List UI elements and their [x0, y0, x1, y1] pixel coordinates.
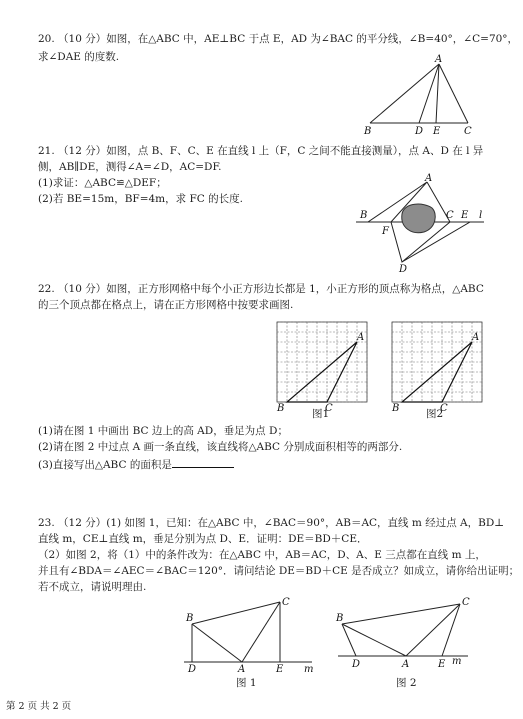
- q20-line1: 20. （10 分）如图，在△ABC 中，AE⊥BC 于点 E，AD 为∠BAC 的平分线，∠B=40°，∠C=70°，: [38, 33, 519, 45]
- q21-figure: [352, 172, 492, 275]
- q23-line1: 23. （12 分）(1) 如图 1，已知：在△ABC 中，∠BAC＝90°，AB＝AC，直线 m 经过点 A，BD⊥: [38, 517, 505, 529]
- q20-line2: 求∠DAE 的度数.: [38, 51, 120, 63]
- q23-fig1-label-m: m: [304, 664, 314, 675]
- q23-fig2-label-D: D: [352, 659, 361, 670]
- q20-label-C: C: [464, 126, 472, 137]
- q22-fig1-label-A: A: [357, 332, 365, 343]
- q21-label-D: D: [399, 264, 408, 275]
- q21-label-B: B: [360, 210, 368, 221]
- q23-line4: 并且有∠BDA＝∠AEC＝∠BAC＝120°．请问结论 DE＝BD＋CE 是否成立？如成立，请你给出证明；: [38, 565, 520, 577]
- q22-grid-figure-2: [390, 320, 486, 420]
- page-footer: 第 2 页 共 2 页: [6, 701, 72, 712]
- q21-label-F: F: [382, 226, 389, 237]
- q23-fig1-label-C: C: [282, 597, 290, 608]
- q23-fig1-label-E: E: [276, 664, 284, 675]
- q22-fig2-label-B: B: [392, 403, 400, 414]
- q23-line5: 若不成立，请说明理由.: [38, 581, 147, 593]
- q21-line1: 21. （12 分）如图，点 B、F、C、E 在直线 l 上（F，C 之间不能直接测量），点 A、D 在 l 异: [38, 145, 484, 157]
- q23-fig1-caption: 图 1: [236, 677, 257, 689]
- q21-label-E: E: [461, 210, 469, 221]
- q23-fig2-label-m: m: [452, 656, 462, 667]
- q20-label-A: A: [435, 54, 443, 65]
- q23-fig2-label-B: B: [336, 613, 344, 624]
- q22-line4: (2)请在图 2 中过点 A 画一条直线，该直线将△ABC 分别成面积相等的两部分.: [38, 441, 403, 453]
- q21-line2: 侧，AB∥DE，测得∠A=∠D，AC=DF.: [38, 161, 222, 173]
- q22-fig2-caption: 图2: [426, 408, 444, 420]
- q23-fig2-label-E: E: [438, 659, 446, 670]
- q22-answer-blank[interactable]: [172, 456, 234, 468]
- q22-fig1-caption: 图1: [312, 408, 330, 420]
- q23-fig2-label-C: C: [462, 597, 470, 608]
- q22-line5-wrap: [38, 456, 234, 472]
- q22-line1: 22. （10 分）如图，正方形网格中每个小正方形边长都是 1，小正方形的顶点称为格点，△ABC: [38, 283, 484, 295]
- q21-label-l: l: [479, 210, 483, 221]
- q23-fig1-label-D: D: [188, 664, 197, 675]
- q21-label-C: C: [446, 210, 454, 221]
- q22-line5: (3)直接写出△ABC 的面积是: [38, 459, 172, 471]
- q23-line3: （2）如图 2，将（1）中的条件改为：在△ABC 中，AB＝AC，D、A、E 三点都在直线 m 上，: [38, 549, 486, 561]
- q22-line3: (1)请在图 1 中画出 BC 边上的高 AD，垂足为点 D；: [38, 425, 288, 437]
- q23-fig2-label-A: A: [402, 659, 410, 670]
- q20-triangle-figure: [360, 55, 480, 135]
- q22-fig1-label-B: B: [277, 403, 285, 414]
- q23-line2: 直线 m，CE⊥直线 m，垂足分别为点 D、E．证明：DE＝BD＋CE．: [38, 533, 368, 545]
- q22-line2: 的三个顶点都在格点上，请在正方形网格中按要求画图.: [38, 299, 294, 311]
- q23-fig1-label-B: B: [186, 613, 194, 624]
- q20-label-B: B: [364, 126, 372, 137]
- q22-fig2-label-A: A: [472, 332, 480, 343]
- q21-line4: (2)若 BE=15m，BF=4m，求 FC 的长度.: [38, 193, 243, 205]
- q23-fig2-caption: 图 2: [396, 677, 417, 689]
- q20-label-E: E: [433, 126, 441, 137]
- q20-label-D: D: [415, 126, 424, 137]
- q21-pond-shape: [402, 204, 435, 233]
- q22-grid-figure-1: [275, 320, 371, 420]
- q22-fig2-label-C: C: [440, 403, 448, 414]
- q22-fig1-label-C: C: [325, 403, 333, 414]
- q21-line3: (1)求证：△ABC≌△DEF；: [38, 177, 167, 189]
- q23-fig1-label-A: A: [238, 664, 246, 675]
- q21-label-A: A: [425, 173, 433, 184]
